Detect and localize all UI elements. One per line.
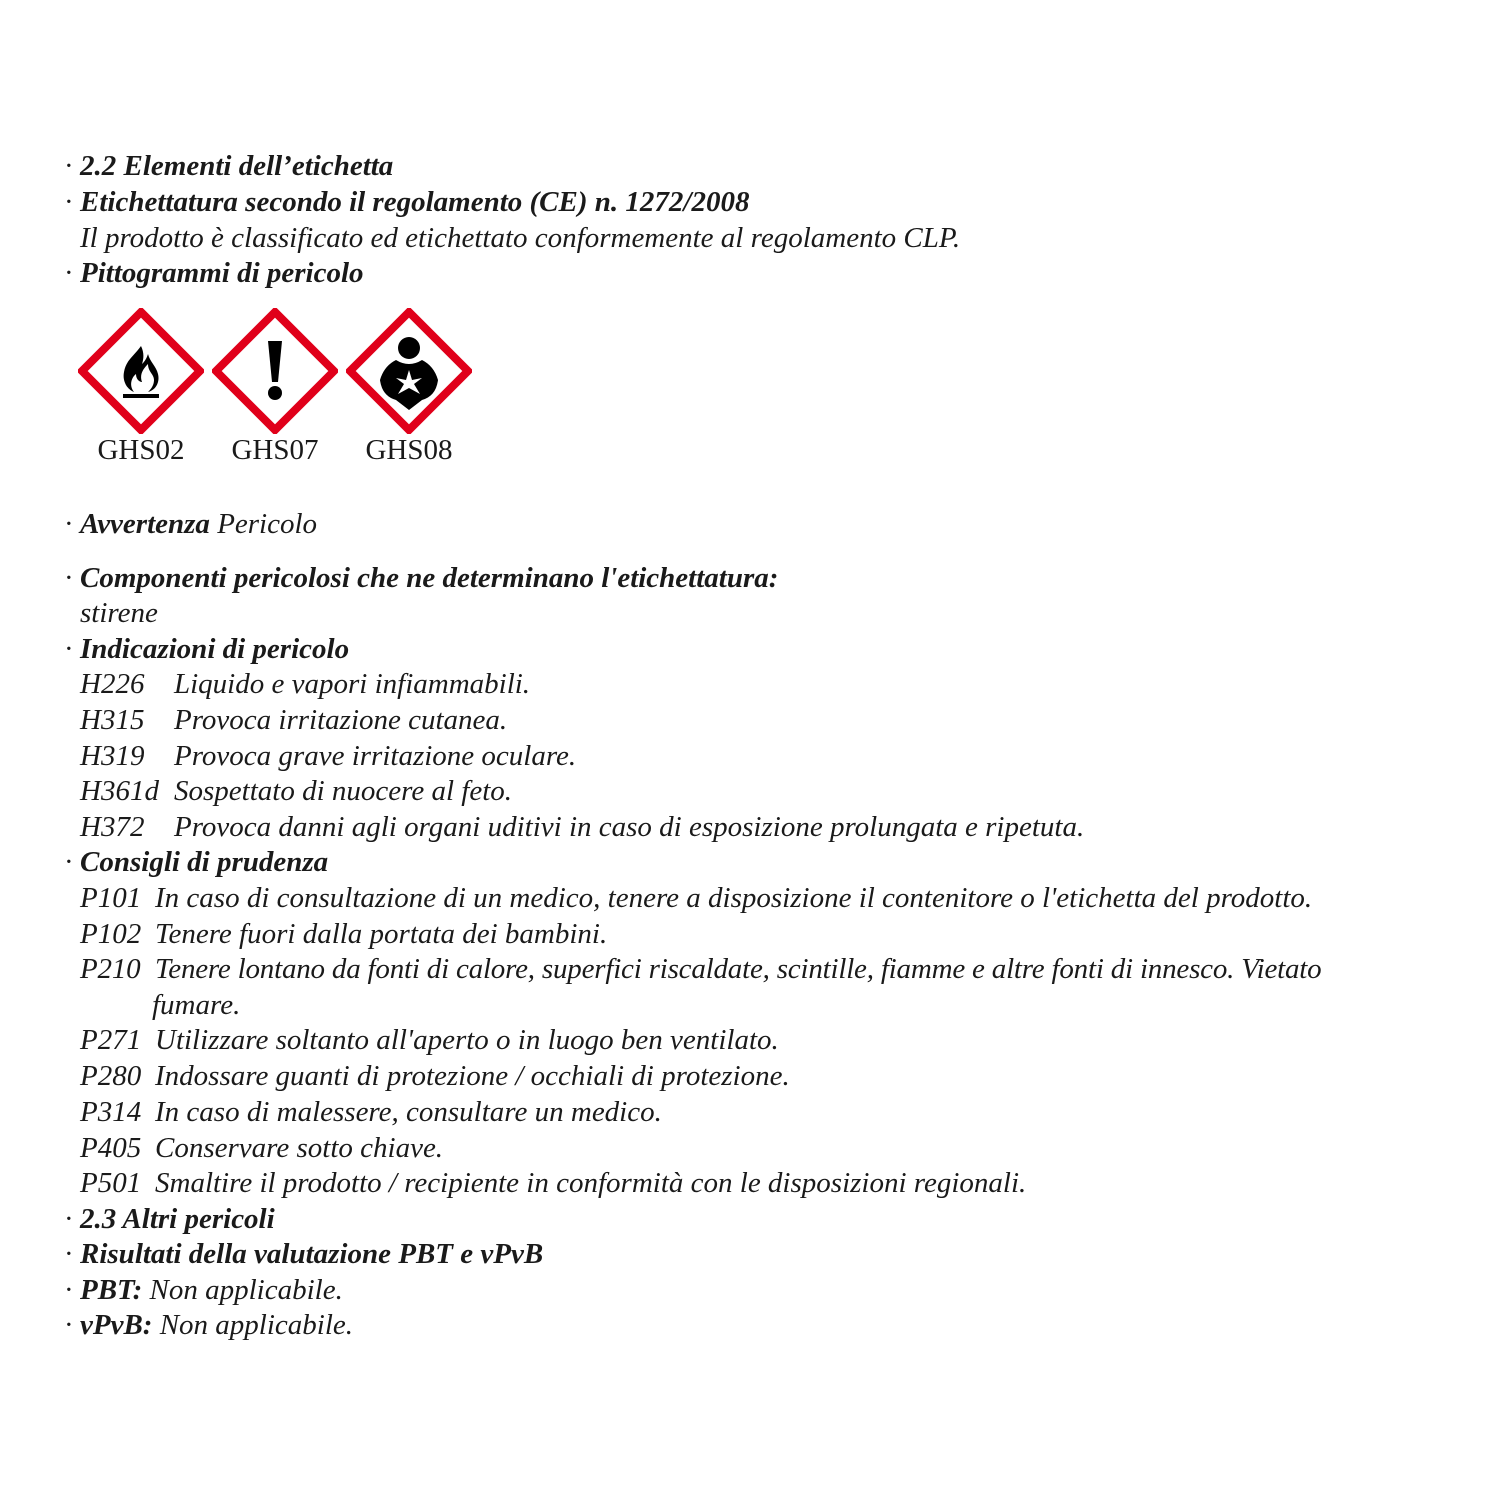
- hazard-statement: H315 Provoca irritazione cutanea.: [80, 704, 508, 736]
- section-2-2-title: · 2.2 Elementi dell’etichetta: [64, 150, 394, 182]
- exclamation-mark-icon: [212, 308, 338, 434]
- pictogram-ghs02: [78, 308, 204, 466]
- pictogram-ghs07: [212, 308, 338, 466]
- precautionary-statement: P280 Indossare guanti di protezione / occhiali di protezione.: [80, 1060, 790, 1092]
- pictogram-ghs08: [346, 308, 472, 466]
- precaution-heading: · Consigli di prudenza: [64, 846, 329, 878]
- precautionary-statement: P101 In caso di consultazione di un medico, tenere a disposizione il contenitore o l'etichetta del prodotto.: [80, 882, 1313, 914]
- pictogram-code: GHS02: [97, 434, 185, 466]
- vpvb-result: · vPvB: Non applicabile.: [64, 1309, 354, 1341]
- hazard-statement: H226 Liquido e vapori infiammabili.: [80, 668, 531, 700]
- components-value: stirene: [80, 597, 158, 629]
- components-heading: · Componenti pericolosi che ne determinano l'etichettatura:: [64, 562, 779, 594]
- health-hazard-icon: [346, 308, 472, 434]
- labelling-text: Il prodotto è classificato ed etichettato conformemente al regolamento CLP.: [80, 222, 961, 254]
- flame-icon: [78, 308, 204, 434]
- hazard-statement: H361d Sospettato di nuocere al feto.: [80, 775, 513, 807]
- precautionary-statement: P210 Tenere lontano da fonti di calore, superfici riscaldate, scintille, fiamme e altre fonti di innesco. Vietato: [80, 953, 1322, 985]
- pbt-heading: · Risultati della valutazione PBT e vPvB: [64, 1238, 544, 1270]
- section-2-3-title: · 2.3 Altri pericoli: [64, 1203, 275, 1235]
- pbt-result: · PBT: Non applicabile.: [64, 1274, 343, 1306]
- precautionary-statement: P102 Tenere fuori dalla portata dei bambini.: [80, 918, 608, 950]
- precautionary-statement: P405 Conservare sotto chiave.: [80, 1132, 444, 1164]
- pictogram-code: GHS07: [231, 434, 319, 466]
- hazard-statement: H319 Provoca grave irritazione oculare.: [80, 740, 577, 772]
- hazard-heading: · Indicazioni di pericolo: [64, 633, 350, 665]
- hazard-statement: H372 Provoca danni agli organi uditivi in caso di esposizione prolungata e ripetuta.: [80, 811, 1085, 843]
- signal-word: · Avvertenza Pericolo: [64, 508, 318, 540]
- pictograms-heading: · Pittogrammi di pericolo: [64, 257, 364, 289]
- hazard-pictograms: [78, 308, 478, 478]
- pictogram-code: GHS08: [365, 434, 453, 466]
- labelling-heading: · Etichettatura secondo il regolamento (CE) n. 1272/2008: [64, 186, 750, 218]
- precautionary-statement: P314 In caso di malessere, consultare un medico.: [80, 1096, 662, 1128]
- precautionary-statement-continuation: fumare.: [152, 989, 241, 1021]
- precautionary-statement: P501 Smaltire il prodotto / recipiente in conformità con le disposizioni regionali.: [80, 1167, 1027, 1199]
- precautionary-statement: P271 Utilizzare soltanto all'aperto o in luogo ben ventilato.: [80, 1024, 779, 1056]
